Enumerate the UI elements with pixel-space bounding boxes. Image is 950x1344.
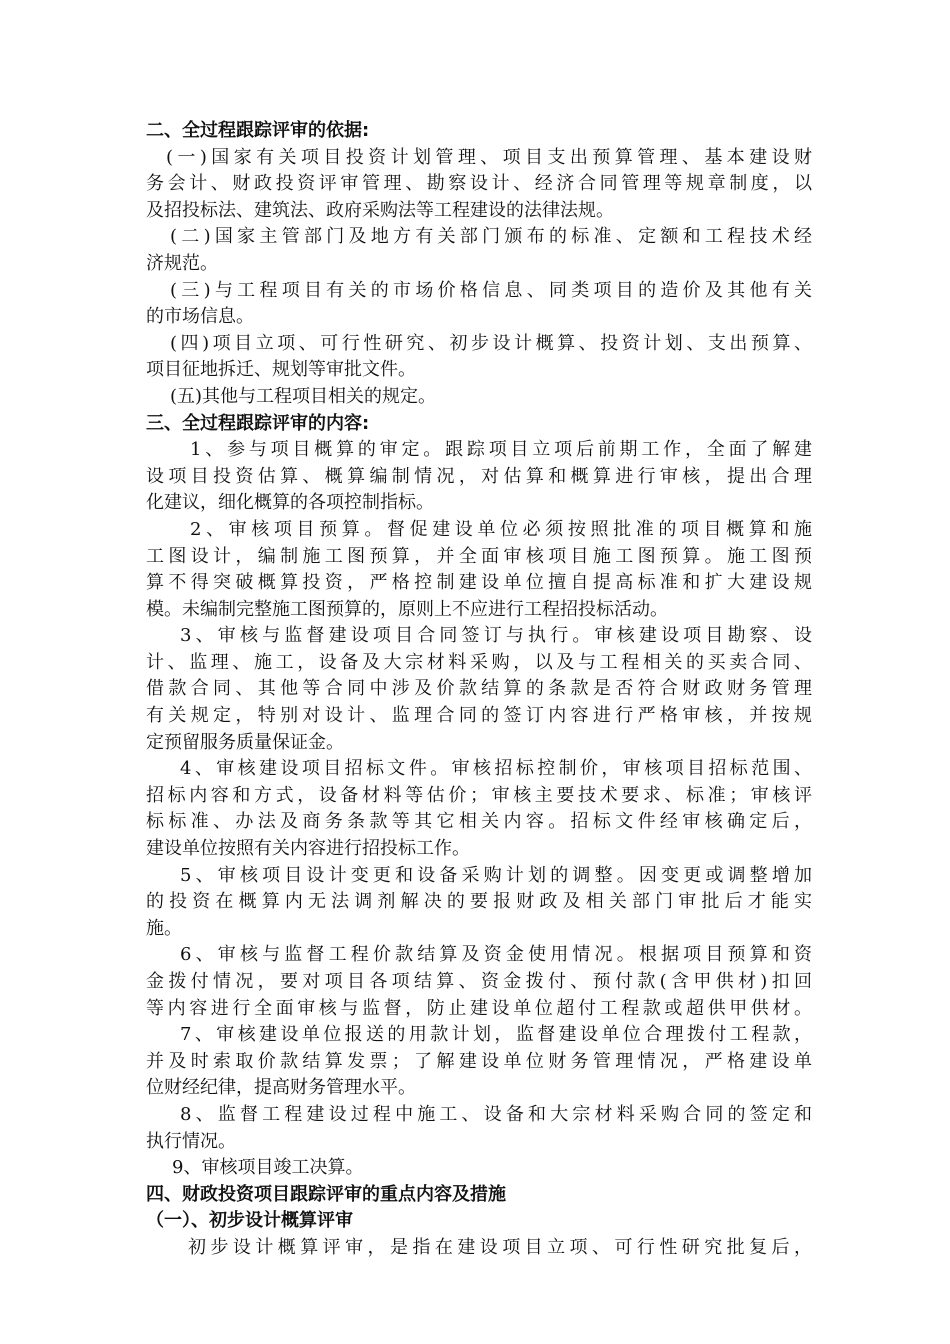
paragraph-line: 化建议，细化概算的各项控制指标。 (146, 492, 434, 514)
paragraph-line: 4、审核建设项目招标文件。审核招标控制价，审核项目招标范围、 (180, 758, 812, 780)
paragraph-line: 并及时索取价款结算发票；了解建设单位财务管理情况，严格建设单 (146, 1050, 812, 1072)
paragraph-line: 3、审核与监督建设项目合同签订与执行。审核建设项目勘察、设 (180, 625, 812, 647)
paragraph-line: 5、审核项目设计变更和设备采购计划的调整。因变更或调整增加 (180, 864, 812, 886)
paragraph-line: 济规范。 (146, 252, 218, 274)
paragraph-line: 的市场信息。 (146, 306, 254, 328)
paragraph-line: 模。未编制完整施工图预算的，原则上不应进行工程招投标活动。 (146, 598, 668, 620)
section-heading-line: 四、财政投资项目跟踪评审的重点内容及措施 (146, 1183, 506, 1205)
paragraph-line: 2、审核项目预算。督促建设单位必须按照批准的项目概算和施 (190, 518, 812, 540)
paragraph-line: 位财经纪律，提高财务管理水平。 (146, 1077, 416, 1099)
paragraph-line: 7、审核建设单位报送的用款计划，监督建设单位合理拨付工程款， (180, 1024, 812, 1046)
paragraph-line: 务会计、财政投资评审管理、勘察设计、经济合同管理等规章制度，以 (146, 173, 812, 195)
paragraph-line: 算不得突破概算投资，严格控制建设单位擅自提高标准和扩大建设规 (146, 572, 812, 594)
paragraph-line: 执行情况。 (146, 1130, 236, 1152)
paragraph-line: 设项目投资估算、概算编制情况，对估算和概算进行审核，提出合理 (146, 465, 812, 487)
paragraph-line: 建设单位按照有关内容进行招投标工作。 (146, 838, 470, 860)
paragraph-line: 工图设计，编制施工图预算，并全面审核项目施工图预算。施工图预 (146, 545, 812, 567)
paragraph-line: (三)与工程项目有关的市场价格信息、同类项目的造价及其他有关 (170, 279, 812, 301)
paragraph-line: 初步设计概算评审，是指在建设项目立项、可行性研究批复后， (188, 1236, 812, 1258)
paragraph-line: (二)国家主管部门及地方有关部门颁布的标准、定额和工程技术经 (170, 226, 812, 248)
paragraph-line: 标标准、办法及商务条款等其它相关内容。招标文件经审核确定后， (146, 811, 812, 833)
paragraph-line: 计、监理、施工，设备及大宗材料采购，以及与工程相关的买卖合同、 (146, 651, 812, 673)
paragraph-line: 借款合同、其他等合同中涉及价款结算的条款是否符合财政财务管理 (146, 678, 812, 700)
paragraph-line: 金拨付情况，要对项目各项结算、资金拨付、预付款(含甲供材)扣回 (146, 971, 812, 992)
paragraph-line: (一)国家有关项目投资计划管理、项目支出预算管理、基本建设财 (166, 146, 812, 168)
paragraph-line: 项目征地拆迁、规划等审批文件。 (146, 359, 416, 381)
section-heading-line: 二、全过程跟踪评审的依据: (146, 120, 370, 141)
paragraph-line: 6、审核与监督工程价款结算及资金使用情况。根据项目预算和资 (180, 944, 812, 966)
paragraph-line: 及招投标法、建筑法、政府采购法等工程建设的法律法规。 (146, 199, 614, 221)
paragraph-line: 8、监督工程建设过程中施工、设备和大宗材料采购合同的签定和 (180, 1103, 812, 1125)
paragraph-line: 有关规定，特别对设计、监理合同的签订内容进行严格审核，并按规 (146, 705, 812, 727)
document-body (146, 118, 812, 1262)
paragraph-line: (四)项目立项、可行性研究、初步设计概算、投资计划、支出预算、 (170, 332, 812, 354)
paragraph-line: 定预留服务质量保证金。 (146, 731, 344, 753)
paragraph-line: 招标内容和方式，设备材料等估价；审核主要技术要求、标准；审核评 (146, 784, 812, 806)
paragraph-line: 1、参与项目概算的审定。跟踪项目立项后前期工作，全面了解建 (190, 439, 812, 461)
paragraph-line: 施。 (146, 917, 182, 939)
paragraph-line: (五)其他与工程项目相关的规定。 (170, 385, 437, 407)
paragraph-line: 9、审核项目竣工决算。 (172, 1157, 364, 1179)
section-heading-line: 三、全过程跟踪评审的内容: (146, 412, 370, 434)
paragraph-line: 的投资在概算内无法调剂解决的要报财政及相关部门审批后才能实 (146, 891, 812, 913)
paragraph-line: 等内容进行全面审核与监督，防止建设单位超付工程款或超供甲供材。 (146, 997, 812, 1019)
section-heading-line: （一）、初步设计概算评审 (146, 1210, 353, 1232)
